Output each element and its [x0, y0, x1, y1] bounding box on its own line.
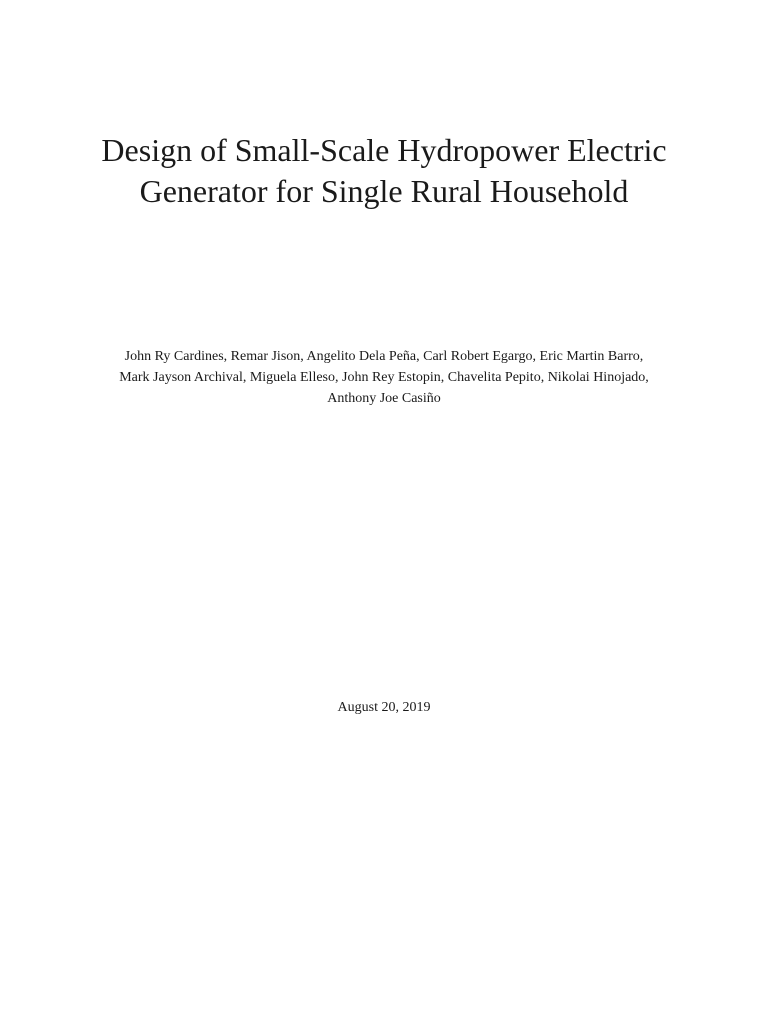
title-line: Design of Small-Scale Hydropower Electric: [101, 132, 667, 168]
author-list: [60, 346, 708, 409]
title-line: Generator for Single Rural Household: [139, 173, 629, 209]
author-line: John Ry Cardines, Remar Jison, Angelito Dela Peña, Carl Robert Egargo, Eric Martin Barro,: [124, 349, 644, 364]
document-date: August 20, 2019: [337, 700, 431, 715]
author-line: Mark Jayson Archival, Miguela Elleso, John Rey Estopin, Chavelita Pepito, Nikolai Hinojado,: [119, 370, 649, 385]
document-title: [60, 130, 708, 212]
author-line: Anthony Joe Casiño: [327, 391, 441, 406]
